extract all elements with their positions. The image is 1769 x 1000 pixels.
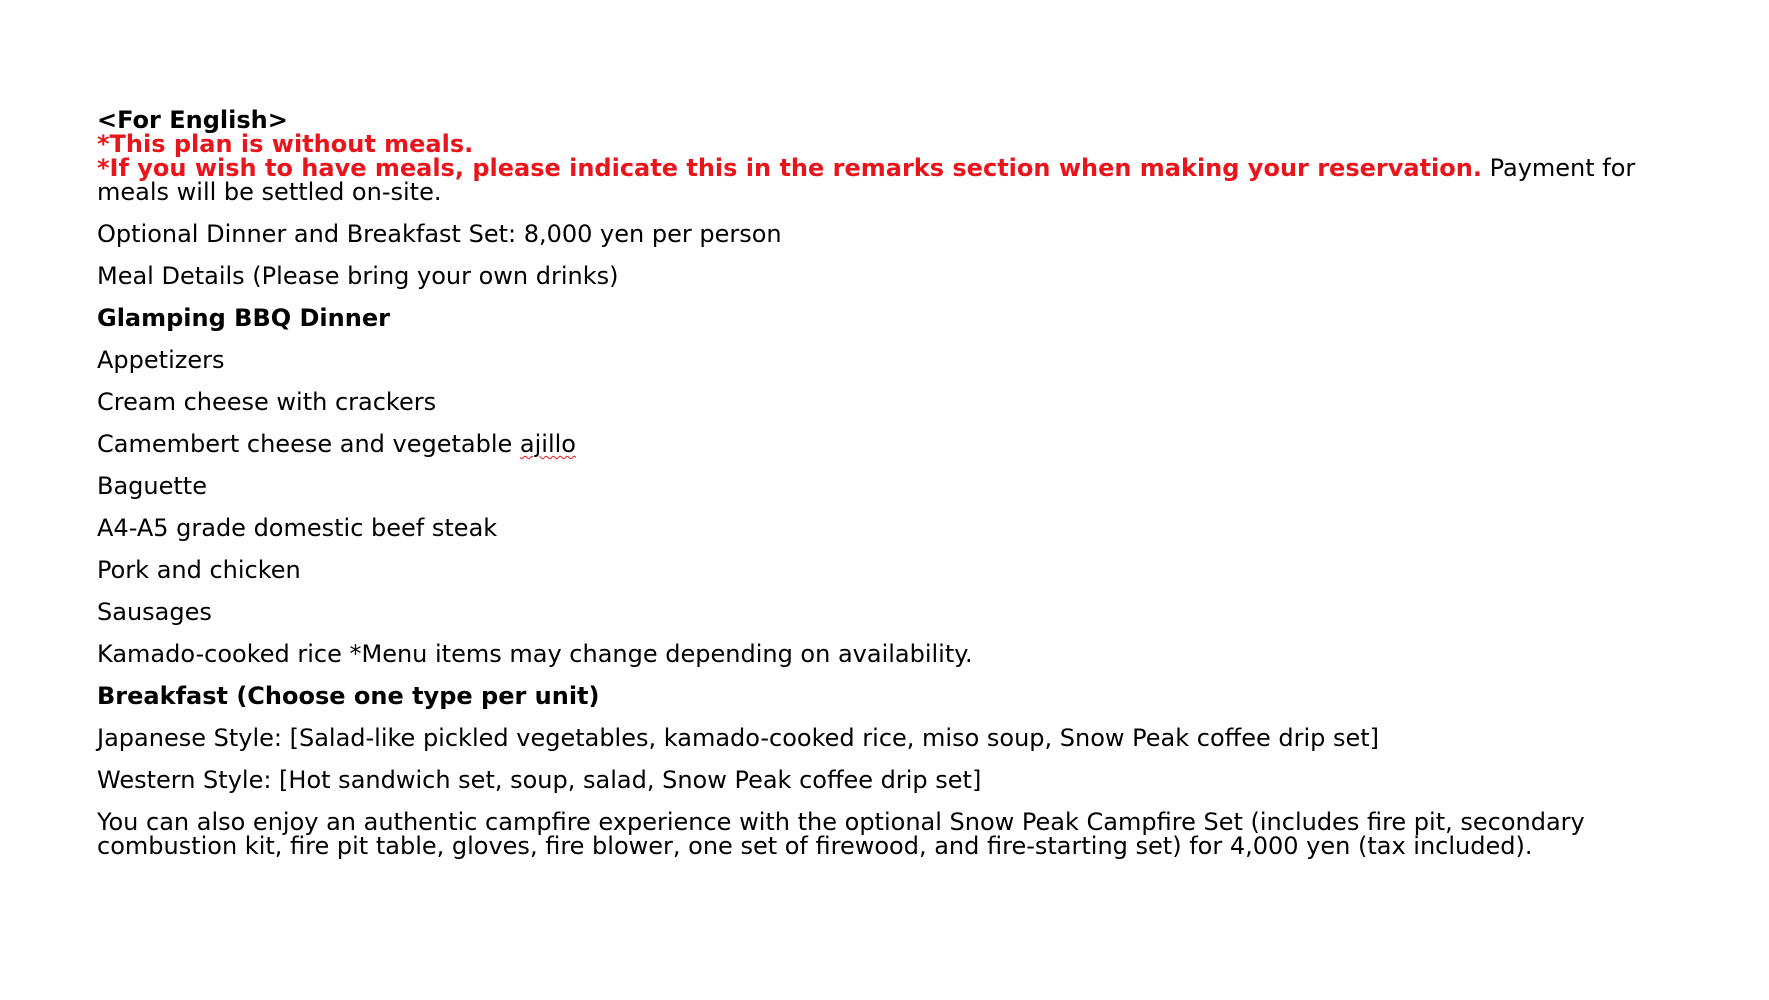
document-body <box>97 108 1697 858</box>
dinner-item: Baguette <box>97 472 207 500</box>
dinner-item: Cream cheese with crackers <box>97 388 437 416</box>
misspelled-word: ajillo <box>519 430 576 458</box>
language-header: <For English> <box>97 106 288 134</box>
dinner-item: Sausages <box>97 598 212 626</box>
meal-request-red: *If you wish to have meals, please indicate this in the remarks section when making your reservation. <box>97 154 1482 182</box>
dinner-item <box>97 432 1697 456</box>
dinner-item: Pork and chicken <box>97 556 301 584</box>
dinner-item: Kamado-cooked rice *Menu items may change depending on availability. <box>97 640 973 668</box>
dinner-title: Glamping BBQ Dinner <box>97 304 390 332</box>
meal-request-notice <box>97 156 1697 180</box>
breakfast-title: Breakfast (Choose one type per unit) <box>97 682 600 710</box>
meal-details-label: Meal Details (Please bring your own drinks) <box>97 262 619 290</box>
dinner-item-text: Camembert cheese and vegetable <box>97 430 520 458</box>
campfire-note-b: combustion kit, fire pit table, gloves, fire blower, one set of firewood, and fire-starting set) for 4,000 yen (tax included). <box>97 832 1533 860</box>
breakfast-western: Western Style: [Hot sandwich set, soup, salad, Snow Peak coffee drip set] <box>97 766 982 794</box>
payment-note-a: Payment for <box>1481 154 1636 182</box>
breakfast-japanese: Japanese Style: [Salad-like pickled vegetables, kamado-cooked rice, miso soup, Snow Peak coffee drip set] <box>97 724 1380 752</box>
payment-note-b: meals will be settled on-site. <box>97 178 442 206</box>
optional-set-price: Optional Dinner and Breakfast Set: 8,000 yen per person <box>97 220 782 248</box>
campfire-note-a: You can also enjoy an authentic campfire experience with the optional Snow Peak Campfire Set (includes fire pit, secondary <box>97 808 1585 836</box>
dinner-item: Appetizers <box>97 346 225 374</box>
no-meals-notice: *This plan is without meals. <box>97 130 474 158</box>
dinner-item: A4-A5 grade domestic beef steak <box>97 514 498 542</box>
